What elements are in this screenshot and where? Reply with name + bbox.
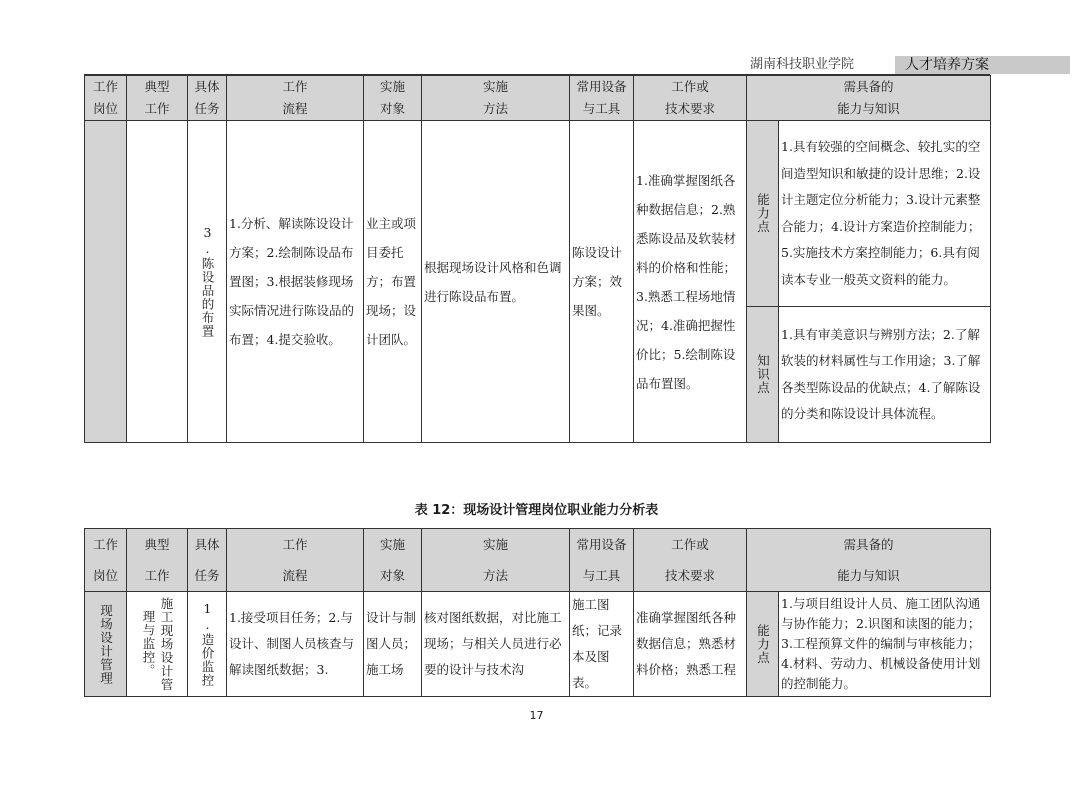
object-cell: 设计与制图人员；施工场 bbox=[364, 592, 422, 697]
post-cell: 现场设计管理 bbox=[85, 592, 127, 697]
task-cell: 1.造价监控 bbox=[188, 592, 227, 697]
school-name: 湖南科技职业学院 bbox=[750, 57, 855, 72]
requirements-cell: 准确掌握图纸各种数据信息；熟悉材料价格；熟悉工程 bbox=[634, 592, 747, 697]
col-header-object: 实施 对象 bbox=[364, 76, 422, 121]
col-header-tools: 常用设备 与工具 bbox=[570, 529, 634, 592]
tools-cell: 施工图纸；记录本及图表。 bbox=[570, 592, 634, 697]
col-header-post: 工作 岗位 bbox=[85, 76, 127, 121]
col-header-typical: 典型 工作 bbox=[127, 529, 188, 592]
col-header-process: 工作 流程 bbox=[227, 529, 364, 592]
col-header-object: 实施 对象 bbox=[364, 529, 422, 592]
col-header-task: 具体 任务 bbox=[188, 76, 227, 121]
ability-cell: 1.与项目组设计人员、施工团队沟通与协作能力；2.识图和读图的能力；3.工程预算文件的编制与审核能力；4.材料、劳动力、机械设备使用计划的控制能力。 bbox=[779, 592, 991, 697]
typical-cell bbox=[127, 121, 188, 443]
page-header bbox=[84, 56, 990, 74]
col-header-method: 实施 方法 bbox=[422, 529, 570, 592]
method-cell: 核对图纸数据，对比施工现场；与相关人员进行必要的设计与技术沟 bbox=[422, 592, 570, 697]
table-12 bbox=[84, 528, 991, 697]
post-cell bbox=[85, 121, 127, 443]
process-cell: 1.分析、解读陈设设计方案；2.绘制陈设品布置图；3.根据装修现场实际情况进行陈设品的布置；4.提交验收。 bbox=[227, 121, 364, 443]
col-header-task: 具体 任务 bbox=[188, 529, 227, 592]
method-cell: 根据现场设计风格和色调进行陈设品布置。 bbox=[422, 121, 570, 443]
table-row bbox=[85, 592, 991, 697]
ability-cell: 1.具有较强的空间概念、较扎实的空间造型知识和敏捷的设计思维；2.设计主题定位分析能力；3.设计元素整合能力；4.设计方案造价控制能力；5.实施技术方案控制能力；6.具有阅读本专业一般英文资料的能力。 bbox=[779, 121, 991, 307]
ability-label-cell: 能力点 bbox=[747, 121, 779, 307]
col-header-method: 实施 方法 bbox=[422, 76, 570, 121]
col-header-ability: 需具备的 能力与知识 bbox=[747, 76, 991, 121]
plan-title: 人才培养方案 bbox=[895, 56, 1070, 74]
col-header-post: 工作 岗位 bbox=[85, 529, 127, 592]
requirements-cell: 1.准确掌握图纸各种数据信息；2.熟悉陈设品及软装材料的价格和性能；3.熟悉工程场地情况；4.准确把握性价比；5.绘制陈设品布置图。 bbox=[634, 121, 747, 443]
table-row bbox=[85, 121, 991, 307]
typical-cell: 施工现场设计管理与监控。 bbox=[127, 592, 188, 697]
col-header-typical: 典型 工作 bbox=[127, 76, 188, 121]
tools-cell: 陈设设计方案；效果图。 bbox=[570, 121, 634, 443]
ability-label-cell: 能力点 bbox=[747, 592, 779, 697]
table-1 bbox=[84, 75, 991, 443]
col-header-process: 工作 流程 bbox=[227, 76, 364, 121]
table-header-row bbox=[85, 76, 991, 121]
process-cell: 1.接受项目任务；2.与设计、制图人员核查与解读图纸数据；3. bbox=[227, 592, 364, 697]
task-cell: 3.陈设品的布置 bbox=[188, 121, 227, 443]
table-caption: 表 12：现场设计管理岗位职业能力分析表 bbox=[414, 503, 659, 518]
col-header-ability: 需具备的 能力与知识 bbox=[747, 529, 991, 592]
page-number: 17 bbox=[529, 709, 544, 722]
knowledge-label-cell: 知识点 bbox=[747, 307, 779, 443]
col-header-requirements: 工作或 技术要求 bbox=[634, 76, 747, 121]
col-header-tools: 常用设备 与工具 bbox=[570, 76, 634, 121]
table-header-row bbox=[85, 529, 991, 592]
object-cell: 业主或项目委托方；布置现场；设计团队。 bbox=[364, 121, 422, 443]
col-header-requirements: 工作或 技术要求 bbox=[634, 529, 747, 592]
knowledge-cell: 1.具有审美意识与辨别方法；2.了解软装的材料属性与工作用途；3.了解各类型陈设品的优缺点；4.了解陈设的分类和陈设设计具体流程。 bbox=[779, 307, 991, 443]
